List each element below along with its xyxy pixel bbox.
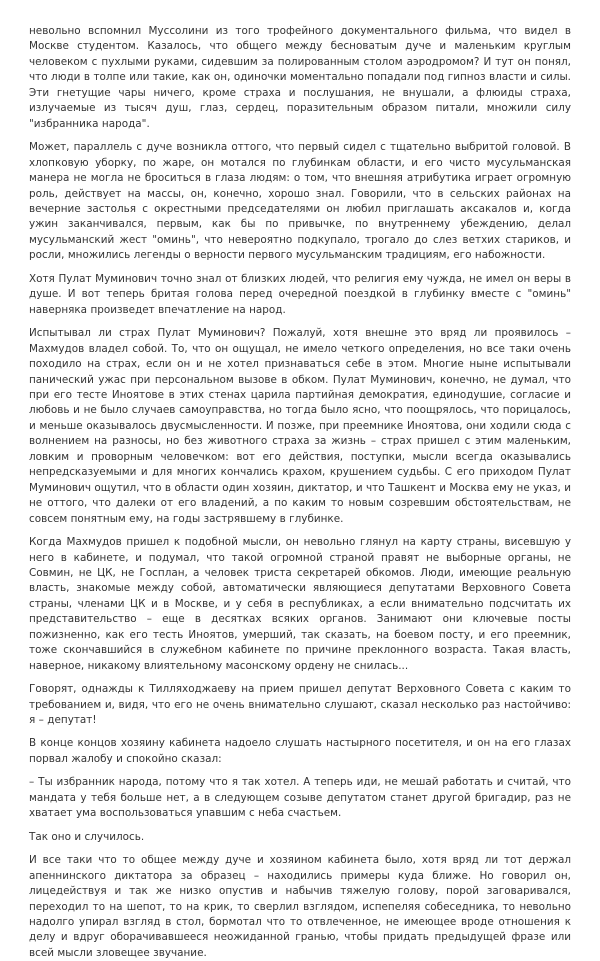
paragraph-1: невольно вспомнил Муссолини из того трофейного документального фильма, что видел в Москве студентом. Казалось, что общего между бесноватым дуче и маленьким круглым человеком с пухлыми руками, сидевшим за полированным столом аэродромом? И тут он понял, что люди в толпе или такие, как он, одиночки моментально попадали под гипноз власти и силы. Эти гнетущие чары ничего, кроме страха и послушания, не внушали, а флюиды страха, излучаемые из тысяч душ, глаз, сердец, поразительным образом питали, множили силу "избранника народа". bbox=[29, 25, 571, 130]
paragraph-4: Испытывал ли страх Пулат Муминович? Пожалуй, хотя внешне это вряд ли проявилось – Махмудов владел собой. То, что он ощущал, не имело четкого определения, но все таки очень походило на страх, если он и не хотел признаваться себе в этом. Многие ныне испытывали панический ужас при персональном вызове в обком. Пулат Муминович, конечно, не думал, что при его тесте Иноятове в этих стенах царила партийная демократия, единодушие, согласие и любовь и не было случаев самоуправства, но тогда было ясно, что поощрялось, что порицалось, и меньше оказывалось двусмысленности. И позже, при преемнике Иноятова, они ходили сюда с волнением на разносы, но без животного страха за жизнь – страх пришел с этим маленьким, ловким и проворным человечком: вот его действия, поступки, мысли всегда оказывались непредсказуемыми и для многих кончались крахом, крушением судьбы. С его приходом Пулат Муминович ощутил, что в области один хозяин, диктатор, и что Ташкент и Москва ему не указ, и не оттого, что далеки от его владений, а по каким то новым созревшим обстоятельствам, не совсем понятным ему, на годы застрявшему в глубинке. bbox=[29, 327, 571, 525]
paragraph-9: Так оно и случилось. bbox=[29, 830, 145, 843]
paragraph-2: Может, параллель с дуче возникла оттого, что первый сидел с тщательно выбритой головой. В хлопковую уборку, по жаре, он мотался по глубинкам области, и его чисто мусульманская манера не могла не броситься в глаза людям: о том, что внешняя атрибутика играет огромную роль, действует на массы, он, конечно, хорошо знал. Говорили, что в сельских районах на вечерние застолья с окрестными председателями он любил приглашать аксакалов и, когда ужин заканчивался, первым, как бы по привычке, по внутреннему убеждению, делал мусульманский жест "оминь", что невероятно подкупало, трогало до слез ветхих стариков, и росли, множились легенды о верности первого мусульманским традициям, его набожности. bbox=[29, 141, 571, 262]
document-text-body bbox=[29, 24, 571, 961]
paragraph-8: – Ты избранник народа, потому что я так хотел. А теперь иди, не мешай работать и считай, что мандата у тебя больше нет, а в следующем созыве депутатом станет другой бригадир, раз не хватает ума воспользоваться упавшим с неба счастьем. bbox=[29, 776, 571, 820]
paragraph-7: В конце концов хозяину кабинета надоело слушать настырного посетителя, и он на его глазах порвал жалобу и спокойно сказал: bbox=[29, 737, 571, 765]
paragraph-6: Говорят, однажды к Тилляходжаеву на прием пришел депутат Верховного Совета с каким то требованием и, видя, что его не очень внимательно слушают, сказал несколько раз настойчиво: я – депутат! bbox=[29, 683, 571, 727]
paragraph-3: Хотя Пулат Муминович точно знал от близких людей, что религия ему чужда, не имел он веры в душе. И вот теперь бритая голова перед очередной поездкой в глубинку вместе с "оминь" наверняка произведет впечатление на народ. bbox=[29, 272, 571, 316]
paragraph-5: Когда Махмудов пришел к подобной мысли, он невольно глянул на карту страны, висевшую у него в кабинете, и подумал, что такой огромной страной правят не выборные органы, не Совмин, не ЦК, не Госплан, а человек триста секретарей обкомов. Люди, имеющие реальную власть, знакомые между собой, автоматически являющиеся депутатами Верховного Совета страны, членами ЦК и в Москве, и у себя в республиках, а если внимательно подсчитать их представительство – еще в десятках всяких органов. Занимают они ключевые посты пожизненно, как его тесть Иноятов, умерший, так сказать, на боевом посту, и его преемник, тоже скончавшийся в служебном кабинете по причине преклонного возраста. Такая власть, наверное, никакому влиятельному масонскому ордену не снилась... bbox=[29, 536, 571, 672]
paragraph-10: И все таки что то общее между дуче и хозяином кабинета было, хотя вряд ли тот держал апеннинского диктатора за образец – находились примеры куда ближе. Но говорил он, лицедействуя и так же низко опустив и набычив тяжелую голову, порой заговаривался, переходил то на шепот, то на крик, то сверлил взглядом, испепеляя собеседника, то невольно надолго упирал взгляд в стол, бормотал что то отвлеченное, не имеющее вроде отношения к делу и вдруг оборачивавшееся неожиданной гранью, чтобы придать предыдущей фразе или всей мысли зловещее звучание. bbox=[29, 854, 571, 959]
